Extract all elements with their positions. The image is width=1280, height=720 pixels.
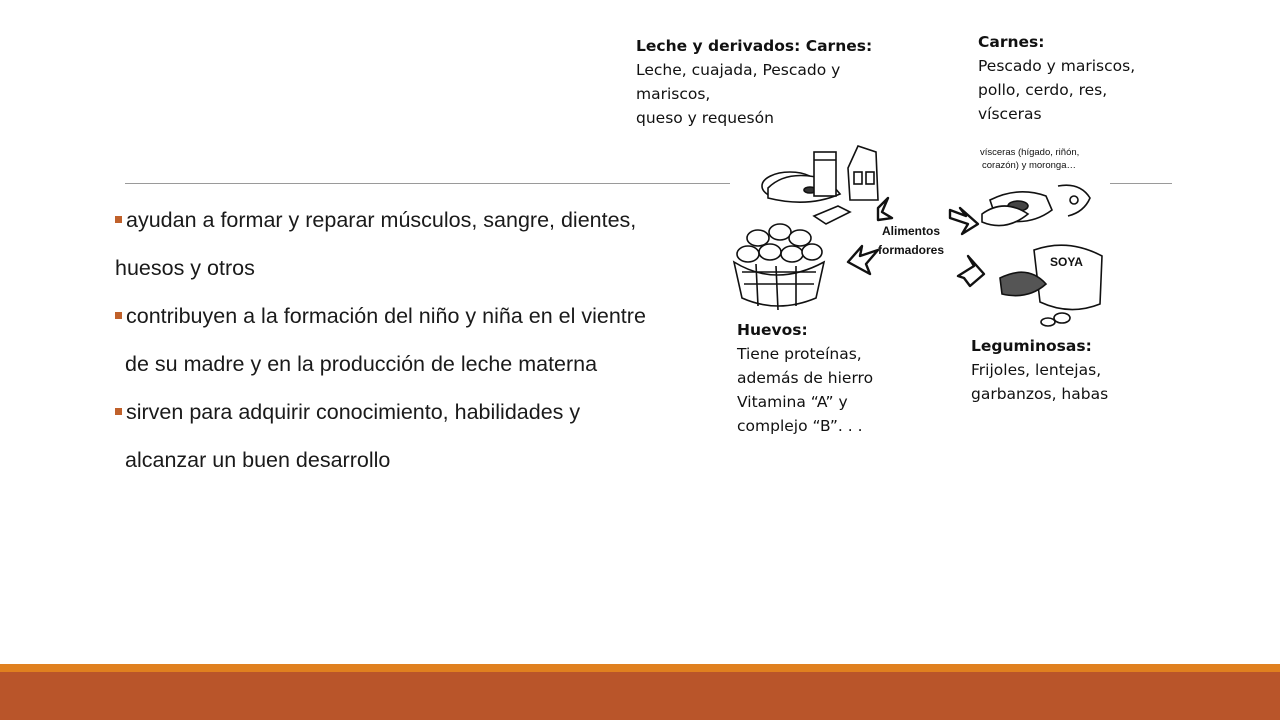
note-leche-title: Leche y derivados: Carnes: [636,37,873,55]
footer-accent-stripe [0,664,1280,672]
note-carnes-title: Carnes: [978,33,1045,51]
bullet-1-cont: huesos y otros [115,256,255,280]
note-carnes: Carnes: Pescado y mariscos, pollo, cerdo, res, vísceras [978,30,1135,126]
bullet-marker-icon [115,312,122,319]
dairy-illustration [762,146,878,224]
note-leguminosas-title: Leguminosas: [971,337,1092,355]
bullet-list [115,196,725,484]
title-divider-left [125,183,730,184]
food-groups-diagram [728,138,1148,338]
eggs-basket-illustration [734,224,824,310]
bullet-2-cont: de su madre y en la producción de leche materna [125,352,598,376]
bullet-3-cont: alcanzar un buen desarrollo [125,448,391,472]
diagram-center-label-1: Alimentos [882,224,941,238]
meat-illustration [982,185,1090,225]
bullet-3: sirven para adquirir conocimiento, habilidades y [115,388,725,436]
note-huevos-title: Huevos: [737,321,808,339]
note-huevos: Huevos: Tiene proteínas, además de hierro Vitamina “A” y complejo “B”. . . [737,318,873,438]
bullet-1: ayudan a formar y reparar músculos, sangre, dientes, [115,196,725,244]
footer-bar [0,672,1280,720]
bullet-2: contribuyen a la formación del niño y niña en el vientre [115,292,725,340]
bullet-marker-icon [115,216,122,223]
viscera-caption-1: vísceras (hígado, riñón, [980,147,1080,158]
note-leche: Leche y derivados: Carnes: Leche, cuajada, Pescado y mariscos, queso y requesón [636,34,872,130]
cycle-arrows-icon [848,198,984,286]
note-leguminosas: Leguminosas: Frijoles, lentejas, garbanzos, habas [971,334,1108,406]
diagram-center-label-2: formadores [878,243,945,257]
bullet-marker-icon [115,408,122,415]
viscera-caption-2: corazón) y moronga… [982,160,1076,171]
soya-label: SOYA [1050,255,1083,269]
